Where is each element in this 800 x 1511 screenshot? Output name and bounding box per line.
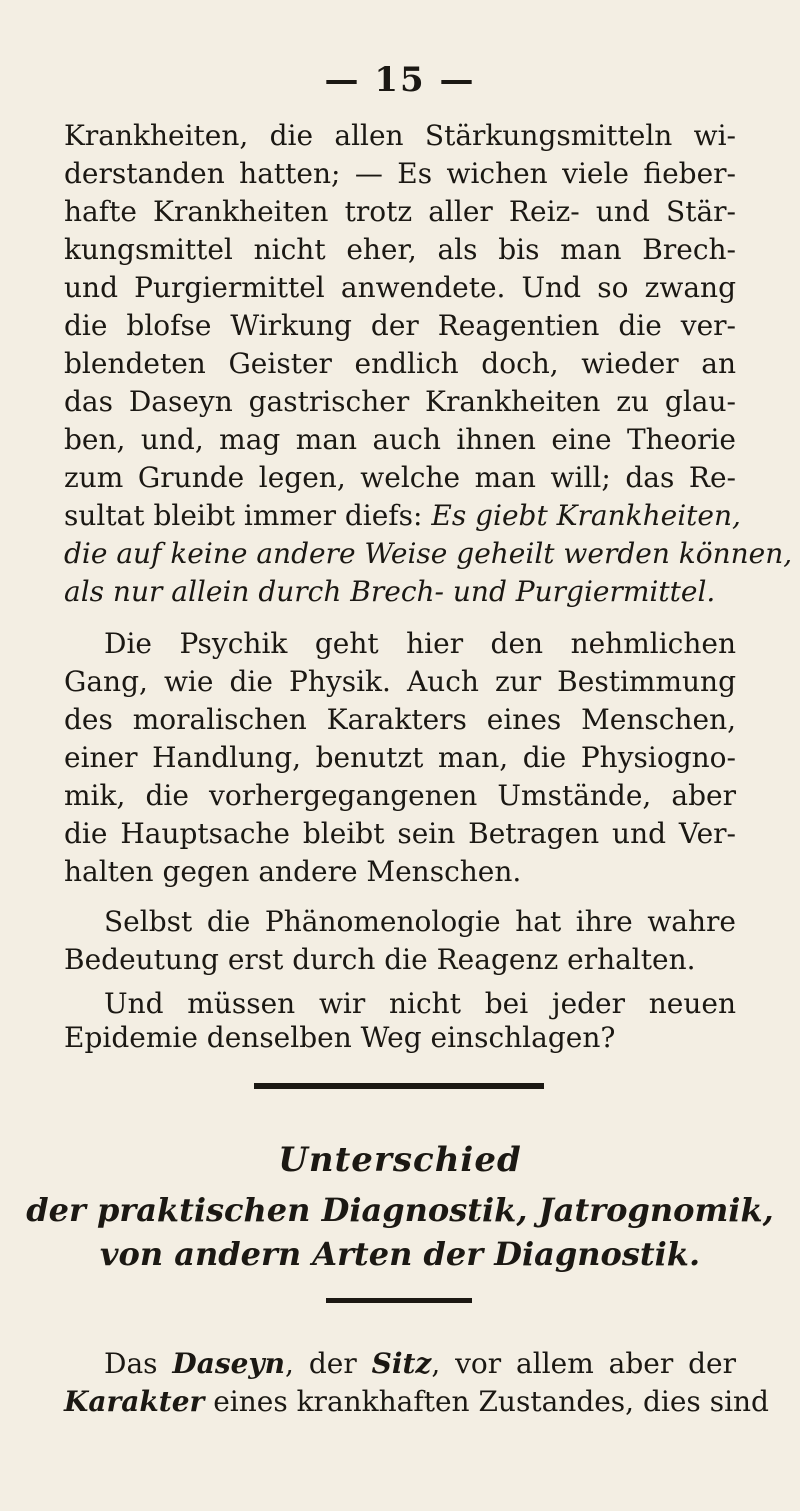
text-line: einer Handlung, benutzt man, die Physiogno- [64,741,736,774]
text-line: blendeten Geister endlich doch, wieder an [64,347,736,380]
text-segment: sultat bleibt immer diefs: [64,499,423,532]
text-line: das Daseyn gastrischer Krankheiten zu glau- [64,385,736,418]
text-line: und Purgiermittel anwendete. Und so zwang [64,271,736,304]
emphasis-text: Sitz [371,1347,432,1380]
text-segment: , der [285,1347,357,1380]
text-line: hafte Krankheiten trotz aller Reiz- und Stär- [64,195,736,228]
section-subtitle: der praktischen Diagnostik, Jatrognomik, [26,1191,774,1229]
text-line: Selbst die Phänomenologie hat ihre wahre [104,905,736,938]
text-line: Bedeutung erst durch die Reagenz erhalten. [64,943,696,976]
text-line: zum Grunde legen, welche man will; das Re- [64,461,736,494]
text-line: Epidemie denselben Weg einschlagen? [64,1021,616,1054]
text-segment: Das [104,1347,158,1380]
text-segment: , vor allem aber der [431,1347,736,1380]
emphasis-text: Es giebt Krankheiten, [431,499,741,532]
emphasis-text: Karakter [64,1385,205,1418]
text-line: kungsmittel nicht eher, als bis man Brech- [64,233,736,266]
section-subtitle: von andern Arten der Diagnostik. [99,1235,701,1273]
text-line: halten gegen andere Menschen. [64,855,522,888]
section-title: Unterschied [278,1140,522,1180]
text-segment: eines krankhaften Zustandes, dies sind [213,1385,769,1418]
text-line: Krankheiten, die allen Stärkungsmitteln wi- [64,119,736,152]
text-line [104,1346,736,1382]
text-line: Und müssen wir nicht bei jeder neuen [104,987,736,1020]
section-divider [254,1083,544,1089]
page-number: — 15 — [324,60,476,100]
text-line: derstanden hatten; — Es wichen viele fieber- [64,157,736,190]
emphasis-text: Daseyn [172,1347,286,1380]
text-line: ben, und, mag man auch ihnen eine Theorie [64,423,736,456]
section-divider-small [326,1298,472,1303]
text-line: Gang, wie die Physik. Auch zur Bestimmung [64,665,736,698]
text-line: mik, die vorhergegangenen Umstände, aber [64,779,736,812]
text-line [64,498,741,534]
emphasis-line: die auf keine andere Weise geheilt werden können, [64,537,793,570]
text-line: des moralischen Karakters eines Menschen, [64,703,736,736]
text-line [64,1384,769,1420]
text-line: Die Psychik geht hier den nehmlichen [104,627,736,660]
text-line: die Hauptsache bleibt sein Betragen und Ver- [64,817,736,850]
text-line: die blofse Wirkung der Reagentien die ver- [64,309,736,342]
emphasis-line: als nur allein durch Brech- und Purgiermittel. [64,575,716,608]
